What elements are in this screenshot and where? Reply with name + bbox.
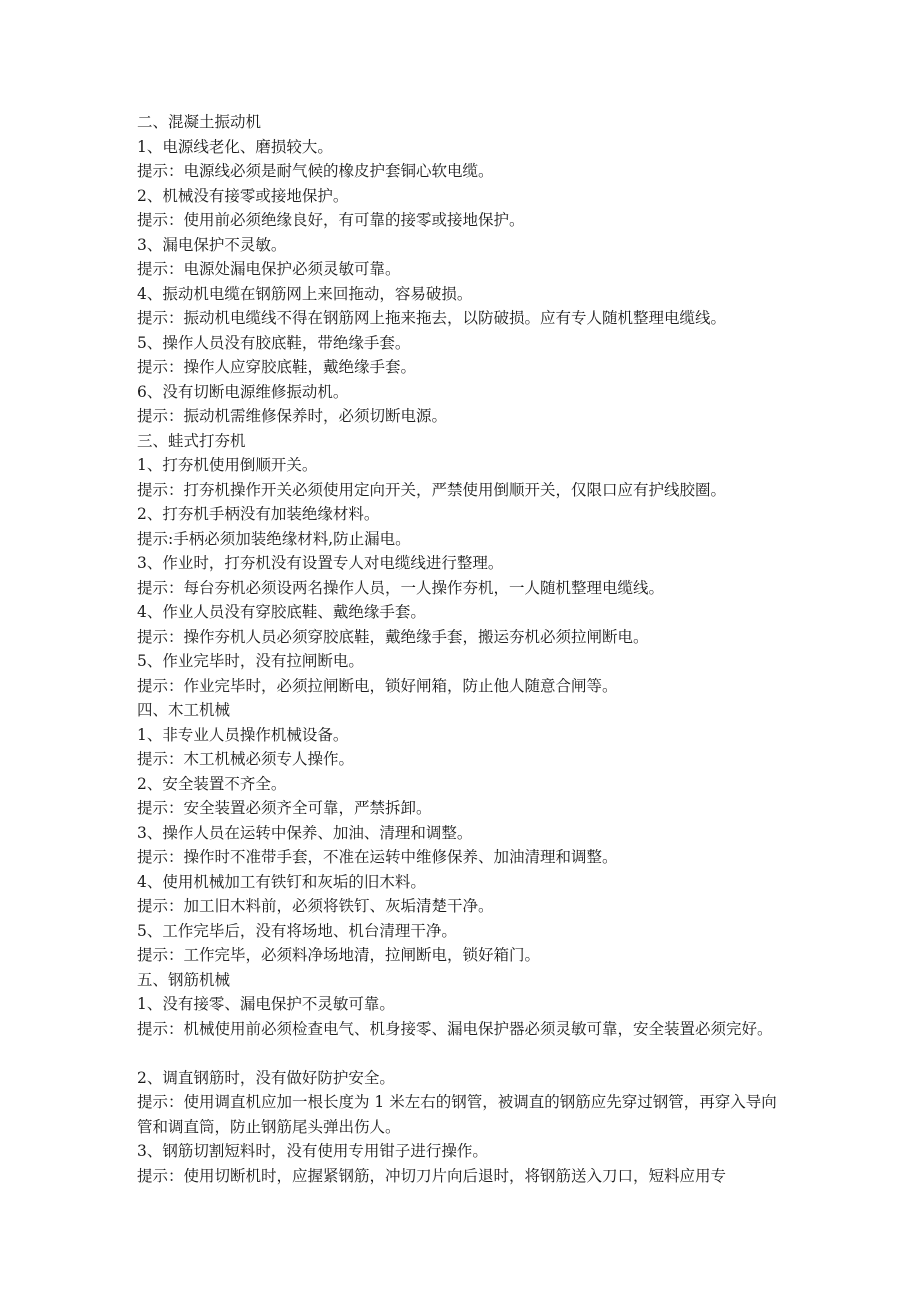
- hazard-item: 4、振动机电缆在钢筋网上来回拖动，容易破损。: [137, 284, 473, 303]
- hint-text: 提示：电源处漏电保护必须灵敏可靠。: [137, 260, 401, 278]
- hazard-item: 3、漏电保护不灵敏。: [137, 235, 287, 254]
- hint-text: 提示：木工机械必须专人操作。: [137, 750, 355, 768]
- hint-text: 提示：加工旧木料前，必须将铁钉、灰垢清楚干净。: [137, 897, 494, 915]
- document-body: [137, 110, 787, 1188]
- hazard-item: 1、没有接零、漏电保护不灵敏可靠。: [137, 995, 395, 1013]
- hazard-item: 6、没有切断电源维修振动机。: [137, 382, 349, 401]
- hazard-item: 5、操作人员没有胶底鞋，带绝缘手套。: [137, 333, 411, 352]
- hazard-item: 4、使用机械加工有铁钉和灰垢的旧木料。: [137, 872, 426, 891]
- hazard-item: 1、打夯机使用倒顺开关。: [137, 456, 318, 474]
- hazard-item: 5、工作完毕后，没有将场地、机台清理干净。: [137, 921, 457, 940]
- hint-text: 提示：操作人应穿胶底鞋，戴绝缘手套。: [137, 358, 417, 376]
- section-heading: 四、木工机械: [137, 701, 231, 719]
- section-heading: 二、混凝土振动机: [137, 113, 262, 131]
- hint-text: 提示：电源线必须是耐气候的橡皮护套铜心软电缆。: [137, 162, 494, 180]
- hint-text: 提示：操作夯机人员必须穿胶底鞋，戴绝缘手套，搬运夯机必须拉闸断电。: [137, 627, 649, 646]
- hint-text: 提示：振动机电缆线不得在钢筋网上拖来拖去，以防破损。应有专人随机整理电缆线。: [137, 309, 727, 327]
- hazard-item: 5、作业完毕时，没有拉闸断电。: [137, 652, 364, 670]
- hint-text: 提示：操作时不准带手套，不准在运转中维修保养、加油清理和调整。: [137, 848, 618, 866]
- hazard-item: 3、操作人员在运转中保养、加油、清理和调整。: [137, 823, 473, 842]
- hazard-item: 3、钢筋切割短料时，没有使用专用钳子进行操作。: [137, 1142, 488, 1160]
- hint-text: 提示：机械使用前必须检查电气、机身接零、漏电保护器必须灵敏可靠，安全装置必须完好。: [137, 1019, 773, 1038]
- hazard-item: 2、调直钢筋时，没有做好防护安全。: [137, 1068, 395, 1087]
- hazard-item: 3、作业时，打夯机没有设置专人对电缆线进行整理。: [137, 554, 504, 572]
- hazard-item: 1、非专业人员操作机械设备。: [137, 725, 349, 744]
- section-heading: 三、蛙式打夯机: [137, 431, 246, 450]
- hazard-item: 2、打夯机手柄没有加装绝缘材料。: [137, 505, 380, 523]
- hazard-item: 2、安全装置不齐全。: [137, 774, 287, 793]
- section-heading: 五、钢筋机械: [137, 970, 231, 989]
- hint-text: 提示：作业完毕时，必须拉闸断电，锁好闸箱，防止他人随意合闸等。: [137, 676, 618, 695]
- hazard-item: 2、机械没有接零或接地保护。: [137, 186, 349, 205]
- hint-text: 提示：每台夯机必须设两名操作人员，一人操作夯机，一人随机整理电缆线。: [137, 578, 665, 597]
- hint-text: 提示：安全装置必须齐全可靠，严禁拆卸。: [137, 799, 432, 817]
- hazard-item: 1、电源线老化、磨损较大。: [137, 137, 333, 156]
- hint-text: 提示：打夯机操作开关必须使用定向开关，严禁使用倒顺开关，仅限口应有护线胶圈。: [137, 480, 727, 499]
- hint-text: 提示：使用前必须绝缘良好，有可靠的接零或接地保护。: [137, 211, 525, 229]
- hint-text: 提示：振动机需维修保养时，必须切断电源。: [137, 407, 448, 425]
- hint-text: 提示:手柄必须加装绝缘材料,防止漏电。: [137, 529, 411, 548]
- hint-text: 提示：使用调直机应加一根长度为 1 米左右的钢管，被调直的钢筋应先穿过钢管，再穿入导向管和调直筒，防止钢筋尾头弹出伤人。: [137, 1093, 777, 1136]
- hint-text: 提示：使用切断机时，应握紧钢筋，冲切刀片向后退时，将钢筋送入刀口，短料应用专: [137, 1166, 727, 1185]
- hint-text: 提示：工作完毕，必须料净场地清，拉闸断电，锁好箱门。: [137, 946, 541, 964]
- hazard-item: 4、作业人员没有穿胶底鞋、戴绝缘手套。: [137, 603, 426, 621]
